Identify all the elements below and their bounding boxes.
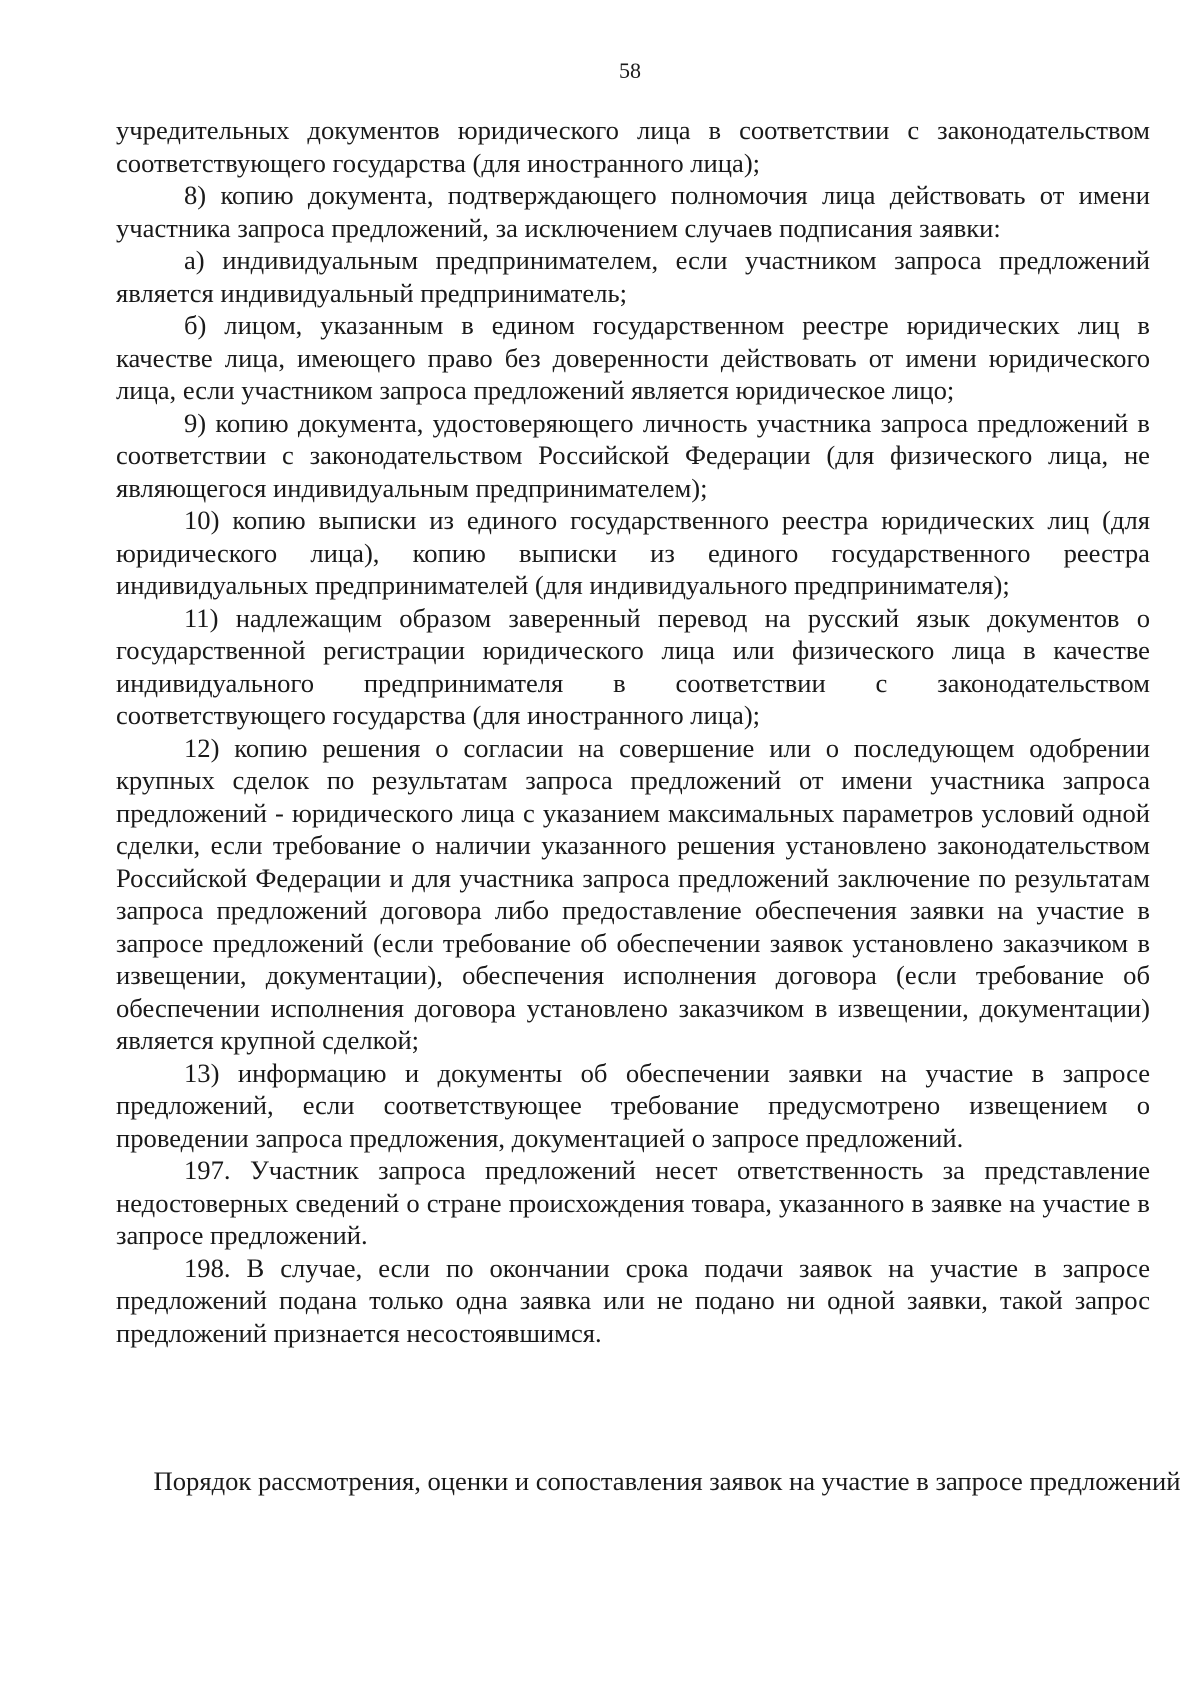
paragraph-item-9: 9) копию документа, удостоверяющего личность участника запроса предложений в соответствии с законодательством Российской Федерации (для физического лица, не являющегося индивидуальным предпринимателем); [116, 407, 1150, 503]
paragraph-subitem-a: а) индивидуальным предпринимателем, если участником запроса предложений является индивидуальный предприниматель; [116, 245, 1150, 308]
paragraph-clause-198: 198. В случае, если по окончании срока подачи заявок на участие в запросе предложений подана только одна заявка или не подано ни одной заявки, такой запрос предложений признается несостоявшимся. [116, 1252, 1150, 1348]
paragraph-subitem-b: б) лицом, указанным в едином государственном реестре юридических лиц в качестве лица, имеющего право без доверенности действовать от имени юридического лица, если участником запроса предложений является юридическое лицо; [116, 310, 1150, 405]
paragraph-item-12: 12) копию решения о согласии на совершение или о последующем одобрении крупных сделок по результатам запроса предложений от имени участника запроса предложений - юридического лица с указанием максимальных параметров условий одной сделки, если требование о наличии указанного решения установлено законодательством Российской Федерации и для участника запроса предложений заключение по результатам запроса предложений договора либо предоставление обеспечения заявки на участие в запросе предложений (если требование об обеспечении заявок установлено заказчиком в извещении, документации), обеспечения исполнения договора (если требование об обеспечении исполнения договора установлено заказчиком в извещении, документации) является крупной сделкой; [116, 732, 1150, 1055]
document-body [116, 114, 1150, 1349]
paragraph-item-10: 10) копию выписки из единого государственного реестра юридических лиц (для юридического лица), копию выписки из единого государственного реестра индивидуальных предпринимателей (для индивидуального предпринимателя); [116, 505, 1150, 600]
paragraph-item-13: 13) информацию и документы об обеспечении заявки на участие в запросе предложений, если соответствующее требование предусмотрено извещением о проведении запроса предложения, документацией о запросе предложений. [116, 1057, 1150, 1153]
paragraph-item-11: 11) надлежащим образом заверенный перевод на русский язык документов о государственной регистрации юридического лица или физического лица в качестве индивидуального предпринимателя в соответствии с законодательством соответствующего государства (для иностранного лица); [116, 602, 1150, 730]
section-heading: Порядок рассмотрения, оценки и сопоставления заявок на участие в запросе предложений [153, 1466, 1181, 1496]
paragraph-clause-197: 197. Участник запроса предложений несет ответственность за представление недостоверных сведений о стране происхождения товара, указанного в заявке на участие в запросе предложений. [116, 1155, 1150, 1250]
page-number: 58 [619, 58, 641, 83]
paragraph-continuation: учредительных документов юридического лица в соответствии с законодательством соответствующего государства (для иностранного лица); [116, 115, 1150, 178]
paragraph-item-8: 8) копию документа, подтверждающего полномочия лица действовать от имени участника запроса предложений, за исключением случаев подписания заявки: [116, 180, 1150, 243]
